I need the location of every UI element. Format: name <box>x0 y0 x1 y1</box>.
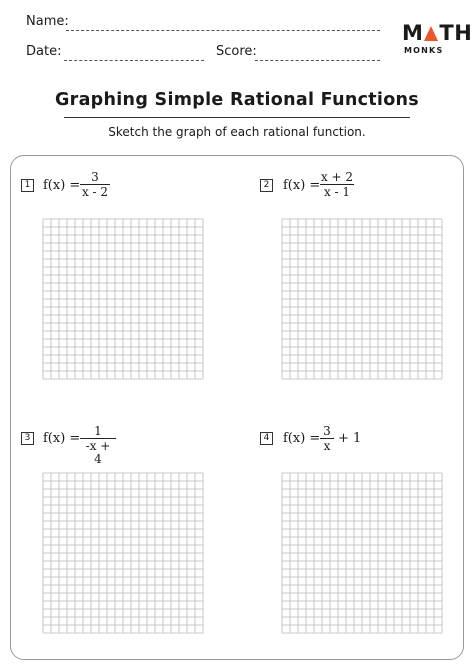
score-line[interactable] <box>255 60 380 61</box>
logo-subtext: MONKS <box>404 46 444 55</box>
math-monks-logo <box>402 21 473 62</box>
problem-3-denominator: -x + 4 <box>80 438 116 466</box>
graph-grid-3[interactable] <box>42 472 204 634</box>
problem-number-1: 1 <box>21 179 34 192</box>
graph-grid-2[interactable] <box>281 218 443 380</box>
logo-triangle-icon <box>424 26 438 41</box>
problem-number-3: 3 <box>21 432 34 445</box>
problem-4-denominator: x <box>320 438 334 453</box>
problem-number-2: 2 <box>260 179 273 192</box>
graph-grid-1[interactable] <box>42 218 204 380</box>
problem-3-numerator: 1 <box>94 424 102 438</box>
problem-4-fraction <box>320 425 334 453</box>
problem-2-lhs: f(x) = <box>283 178 321 193</box>
date-line[interactable] <box>64 60 204 61</box>
problem-2-denominator: x - 1 <box>320 184 354 199</box>
score-label: Score: <box>216 44 257 59</box>
problem-1-fraction <box>80 171 110 199</box>
name-label: Name: <box>26 14 69 29</box>
worksheet-title: Graphing Simple Rational Functions <box>54 90 420 110</box>
logo-letter-m: M <box>402 21 424 45</box>
problem-4-tail: + 1 <box>338 431 362 446</box>
logo-letters-th: TH <box>439 21 473 45</box>
title-underline <box>64 117 410 118</box>
problem-1-numerator: 3 <box>91 170 99 184</box>
problem-number-4: 4 <box>260 432 273 445</box>
logo-wordmark <box>402 22 472 44</box>
problem-2-fraction <box>320 171 354 199</box>
problem-4-numerator: 3 <box>323 424 331 438</box>
problem-1-denominator: x - 2 <box>81 185 109 199</box>
worksheet-instruction: Sketch the graph of each rational function. <box>108 125 366 139</box>
problem-1-lhs: f(x) = <box>43 178 81 193</box>
date-label: Date: <box>26 44 62 59</box>
problem-4-lhs: f(x) = <box>283 431 321 446</box>
problem-3-fraction <box>80 425 116 466</box>
graph-grid-4[interactable] <box>281 472 443 634</box>
problem-3-lhs: f(x) = <box>43 431 81 446</box>
problem-2-numerator: x + 2 <box>320 170 354 184</box>
name-line[interactable] <box>66 30 380 31</box>
